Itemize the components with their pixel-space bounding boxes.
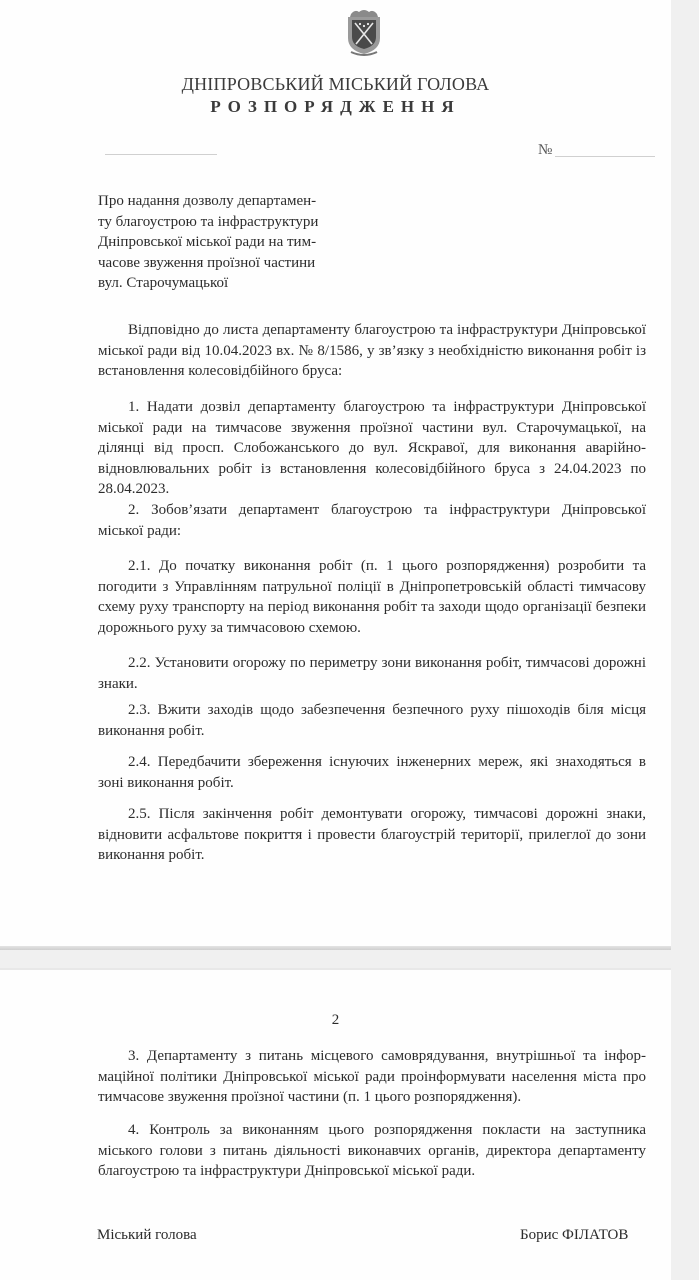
clause-3: 3. Департаменту з питань місцевого самоврядування, внутрішньої та інформаційної політики Дніпровської міської ради проінформувати населення міста про тимчасове звуження проїзної частини (п. 1 цього розпорядження). — [98, 1048, 646, 1105]
signatory-position: Міський голова — [97, 1227, 197, 1243]
preamble-paragraph: Відповідно до листа департаменту благоустрою та інфраструктури Дніпровської міської ради від 10.04.2023 вх. № 8/1586, у зв’язку з необхідністю виконання робіт із встановлення колесовідбійного бруса: — [98, 322, 646, 379]
clause-2: 2. Зобов’язати департамент благоустрою та інфраструктури Дніпровської міської ради: — [98, 502, 646, 539]
date-blank-line — [105, 154, 217, 155]
subject-line: ту благоустрою та інфраструктури — [98, 213, 319, 230]
issuing-authority: ДНІПРОВСЬКИЙ МІСЬКИЙ ГОЛОВА — [181, 74, 490, 94]
subject-line: Про надання дозволу департамен- — [98, 193, 317, 209]
document-type: РОЗПОРЯДЖЕННЯ — [210, 97, 461, 116]
signatory-name: Борис ФІЛАТОВ — [520, 1227, 629, 1243]
clause-2-1: 2.1. До початку виконання робіт (п. 1 цього розпорядження) розробити та погодити з Управлінням патрульної поліції в Дніпропетровській області тимчасову схему руху транспорту на період виконання робіт та заходи щодо організації безпеки дорожнього руху за тимчасовою схемою. — [98, 558, 646, 636]
page-break-shadow — [0, 946, 671, 950]
subject-line: Дніпровської міської ради на тим- — [98, 234, 317, 250]
number-label: № — [538, 142, 553, 158]
clause-1: 1. Надати дозвіл департаменту благоустрою та інфраструктури Дніпровської міської ради на тимчасове звуження проїзної частини вул. Старочумацької, на ділянці від просп. Слобожанського до вул. Яскравої, для виконання аварійно-відновлювальних робіт із встановлення колесовідбійного бруса з 24.04.2023 по 28.04.2023. — [98, 399, 646, 497]
clause-2-5: 2.5. Після закінчення робіт демонтувати огорожу, тимчасові дорожні знаки, відновити асфальтове покриття і провести благоустрій території, прилеглої до зони виконання робіт. — [98, 806, 646, 863]
number-blank-line — [555, 156, 655, 157]
coat-of-arms-icon — [345, 8, 383, 58]
page-number: 2 — [331, 1012, 340, 1028]
clause-2-4: 2.4. Передбачити збереження існуючих інженерних мереж, які знаходяться в зоні виконання робіт. — [98, 754, 646, 791]
clause-2-2: 2.2. Установити огорожу по периметру зони виконання робіт, тимчасові дорожні знаки. — [98, 655, 646, 692]
subject-line: вул. Старочумацької — [98, 275, 229, 291]
subject-line: часове звуження проїзної частини — [98, 254, 316, 271]
document-subject — [98, 191, 348, 294]
clause-4: 4. Контроль за виконанням цього розпорядження покласти на заступника міського голови з питань діяльності виконавчих органів, директора департаменту благоустрою та інфраструктури Дніпровської міської ради. — [98, 1122, 646, 1179]
clause-2-3: 2.3. Вжити заходів щодо забезпечення безпечного руху пішоходів біля місця виконання робіт. — [98, 702, 646, 739]
